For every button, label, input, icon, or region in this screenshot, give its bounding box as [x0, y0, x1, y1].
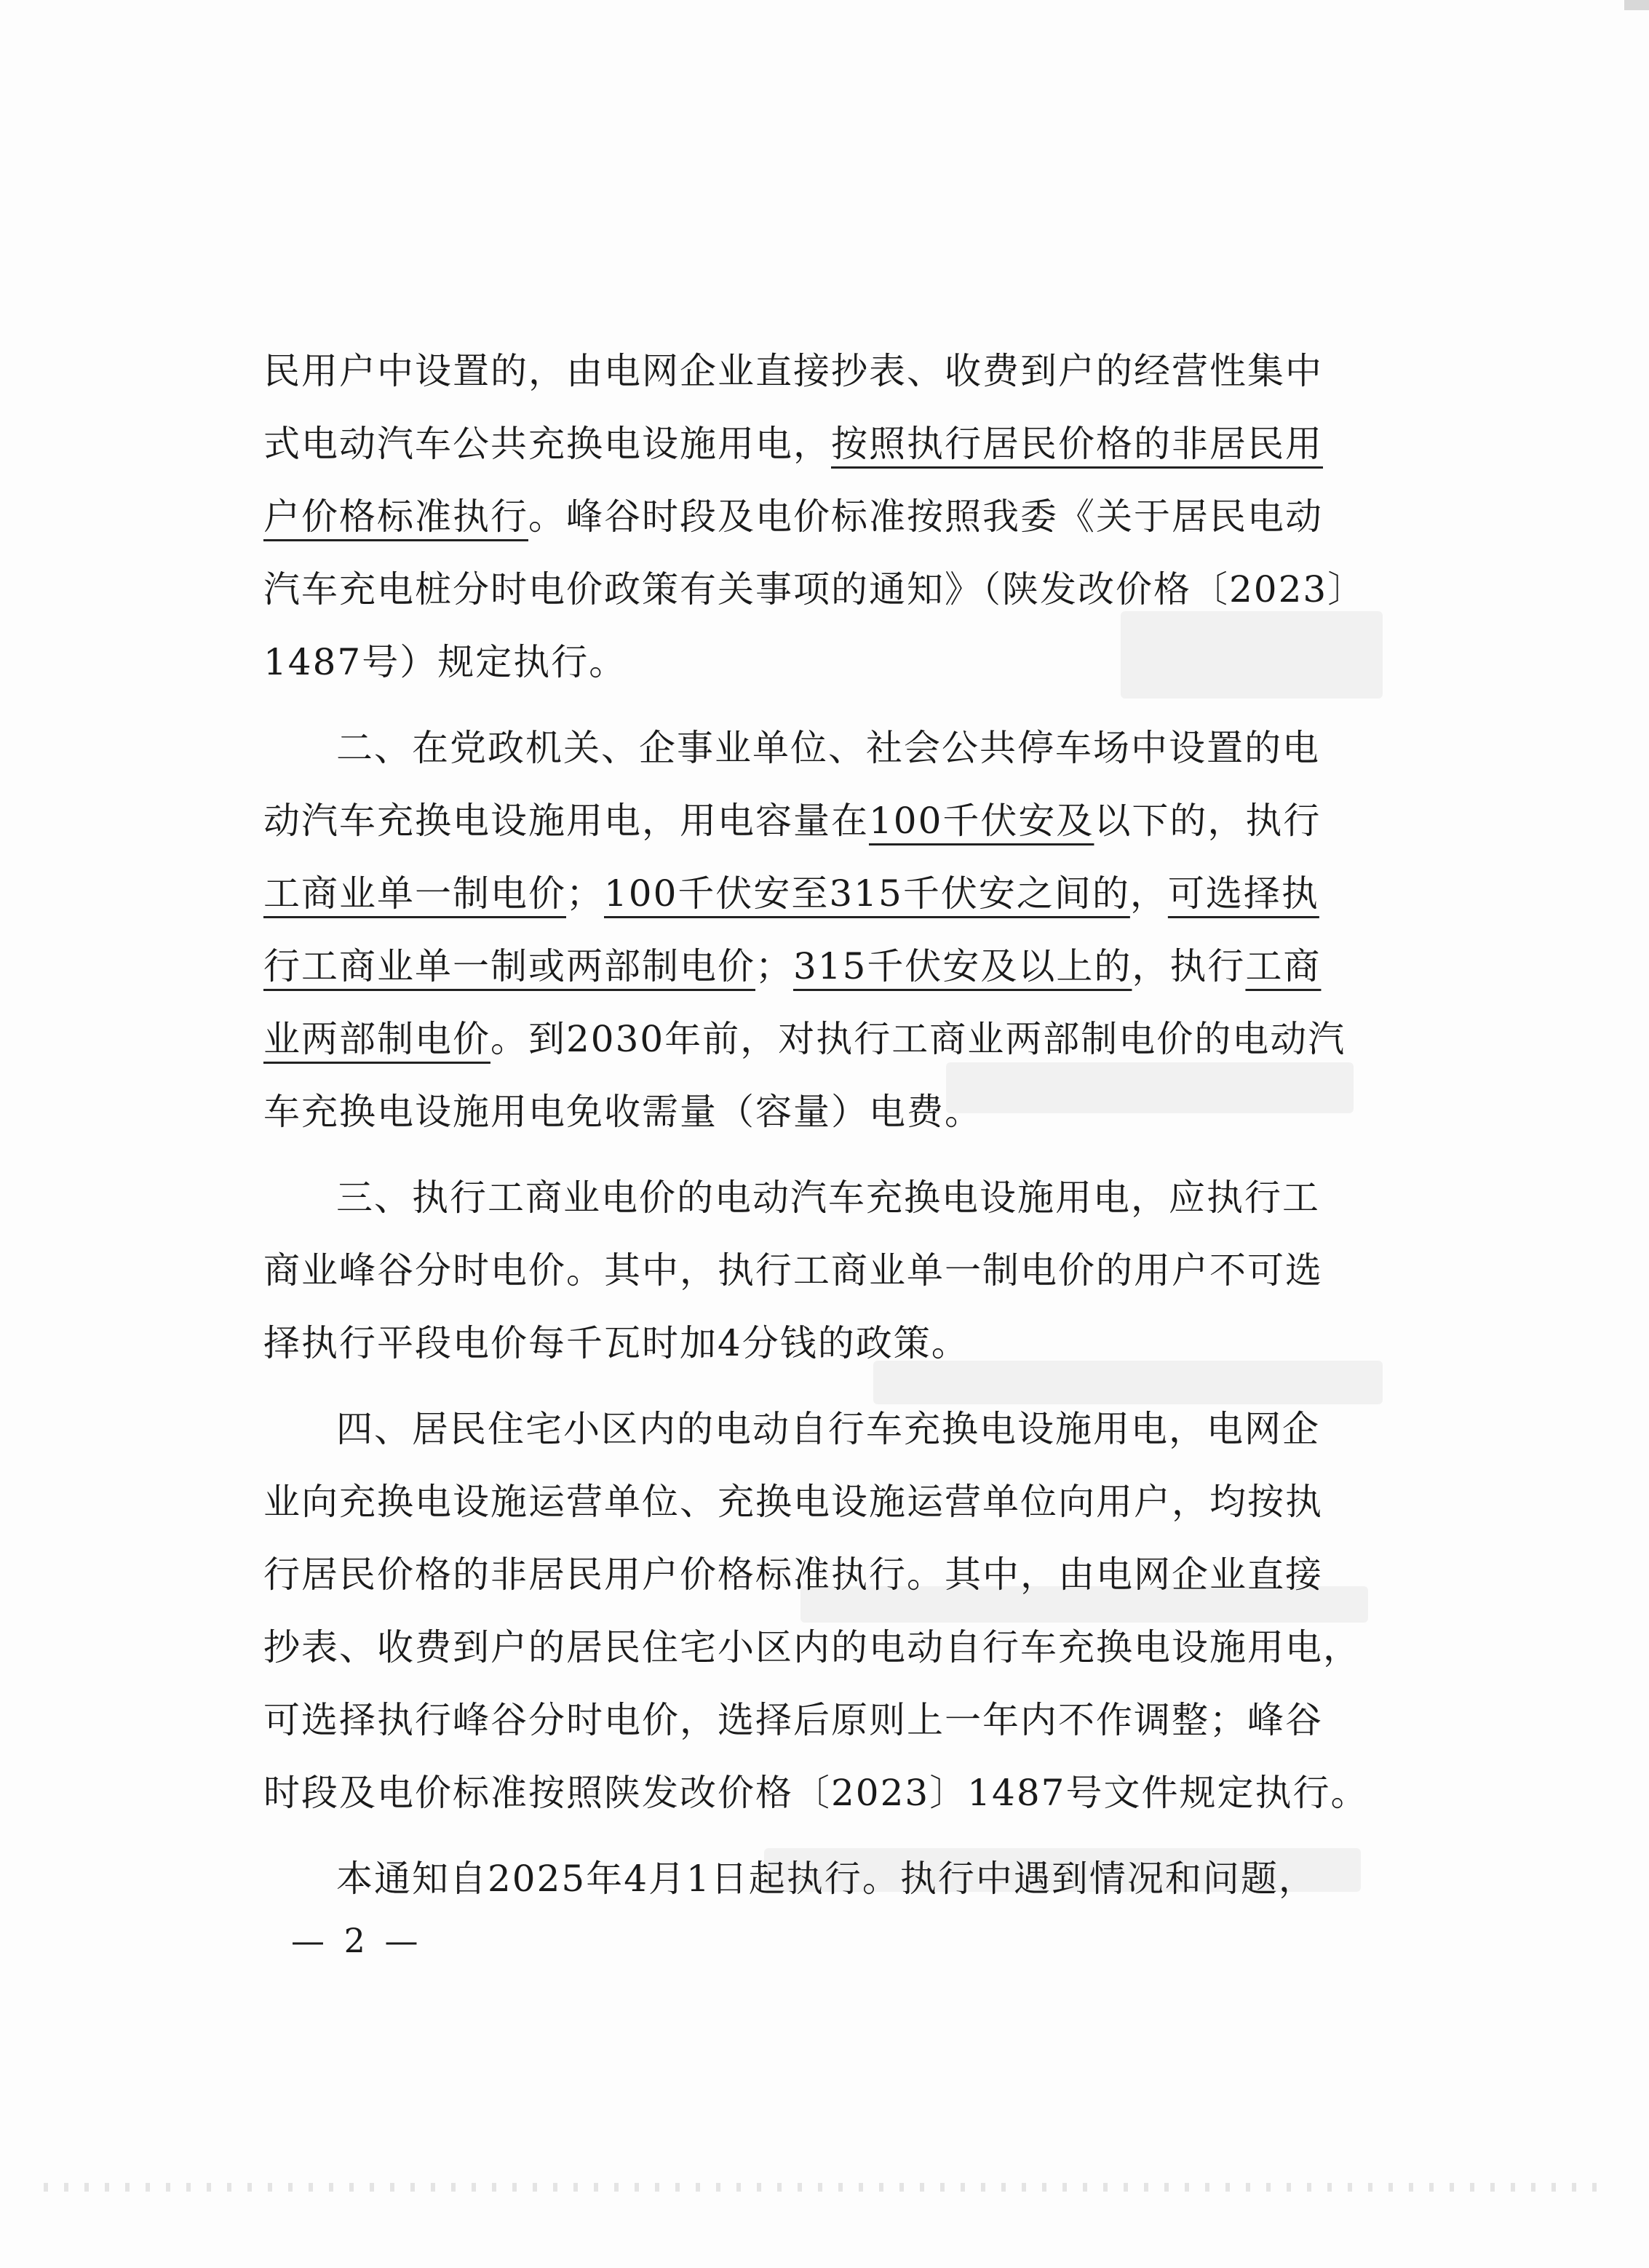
line-text: 可选择执行峰谷分时电价，选择后原则上一年内不作调整；峰谷: [263, 1699, 1323, 1741]
text-line: [263, 712, 1370, 784]
line-text: 本通知自2025年4月1日起执行。执行中遇到情况和问题，: [336, 1858, 1316, 1900]
line-text: 动汽车充换电设施用电，用电容量在: [263, 800, 869, 842]
line-text: ；: [566, 872, 604, 915]
line-text: 择执行平段电价每千瓦时加4分钱的政策。: [263, 1322, 969, 1364]
line-text: 三、执行工商业电价的电动汽车充换电设施用电，应执行工: [336, 1177, 1320, 1219]
text-line: [263, 1538, 1370, 1611]
paragraph-2: [263, 712, 1370, 1148]
line-text: 式电动汽车公共充换电设施用电，: [263, 423, 831, 465]
document-body: [263, 335, 1370, 1915]
underlined-phrase: 按照执行居民价格的非居民用: [831, 423, 1323, 465]
underlined-phrase: 工商: [1245, 945, 1322, 987]
text-line: [263, 553, 1370, 626]
line-text: 以下的，执行: [1094, 800, 1322, 842]
text-line: [263, 407, 1370, 480]
text-line: [263, 1465, 1370, 1538]
line-text: 抄表、收费到户的居民住宅小区内的电动自行车充换电设施用电，: [263, 1626, 1361, 1668]
text-line: [263, 1234, 1370, 1307]
line-text: ，执行: [1132, 945, 1246, 987]
line-text: 行居民价格的非居民用户价格标准执行。其中，由电网企业直接: [263, 1553, 1323, 1596]
line-text: ；: [755, 945, 793, 987]
line-text: ，: [1129, 872, 1168, 915]
underlined-phrase: 100千伏安及: [869, 800, 1094, 842]
paragraph-5: [263, 1842, 1370, 1915]
text-line: [263, 1611, 1370, 1684]
line-text: 时段及电价标准按照陕发改价格〔2023〕1487号文件规定执行。: [263, 1772, 1369, 1814]
text-line: [263, 857, 1370, 930]
text-line: [263, 335, 1370, 407]
line-text: 四、居民住宅小区内的电动自行车充换电设施用电，电网企: [336, 1408, 1320, 1450]
text-line: [263, 626, 1370, 699]
line-text: 车充换电设施用电免收需量（容量）电费。: [263, 1091, 982, 1133]
line-text: 。峰谷时段及电价标准按照我委《关于居民电动: [528, 496, 1323, 538]
line-text: 商业峰谷分时电价。其中，执行工商业单一制电价的用户不可选: [263, 1249, 1323, 1292]
line-text: 。到2030年前，对执行工商业两部制电价的电动汽: [490, 1018, 1346, 1060]
text-line: [263, 1393, 1370, 1465]
text-line: [263, 1161, 1370, 1234]
paragraph-3: [263, 1161, 1370, 1380]
text-line: [263, 480, 1370, 553]
text-line: [263, 1003, 1370, 1075]
paragraph-1: [263, 335, 1370, 699]
scan-edge-mark: [1624, 0, 1649, 10]
text-line: [263, 1075, 1370, 1148]
scan-noise-strip: [44, 2183, 1608, 2192]
underlined-phrase: 行工商业单一制或两部制电价: [263, 945, 755, 987]
line-text: 业向充换电设施运营单位、充换电设施运营单位向用户，均按执: [263, 1481, 1323, 1523]
text-line: [263, 784, 1370, 857]
line-text: 民用户中设置的，由电网企业直接抄表、收费到户的经营性集中: [263, 350, 1323, 392]
underlined-phrase: 可选择执: [1167, 872, 1319, 915]
underlined-phrase: 工商业单一制电价: [263, 872, 566, 915]
text-line: [263, 930, 1370, 1003]
line-text: 二、在党政机关、企事业单位、社会公共停车场中设置的电: [336, 727, 1320, 769]
text-line: [263, 1684, 1370, 1756]
underlined-phrase: 业两部制电价: [263, 1018, 490, 1060]
paragraph-4: [263, 1393, 1370, 1829]
underlined-phrase: 100千伏安至315千伏安之间的: [604, 872, 1130, 915]
line-text: 汽车充电桩分时电价政策有关事项的通知》（陕发改价格〔2023〕: [263, 568, 1366, 610]
underlined-phrase: 户价格标准执行: [263, 496, 528, 538]
text-line: [263, 1842, 1370, 1915]
line-text: 1487号）规定执行。: [263, 641, 627, 683]
underlined-phrase: 315千伏安及以上的: [793, 945, 1132, 987]
page-number: — 2 —: [291, 1921, 423, 1960]
text-line: [263, 1307, 1370, 1380]
text-line: [263, 1756, 1370, 1829]
